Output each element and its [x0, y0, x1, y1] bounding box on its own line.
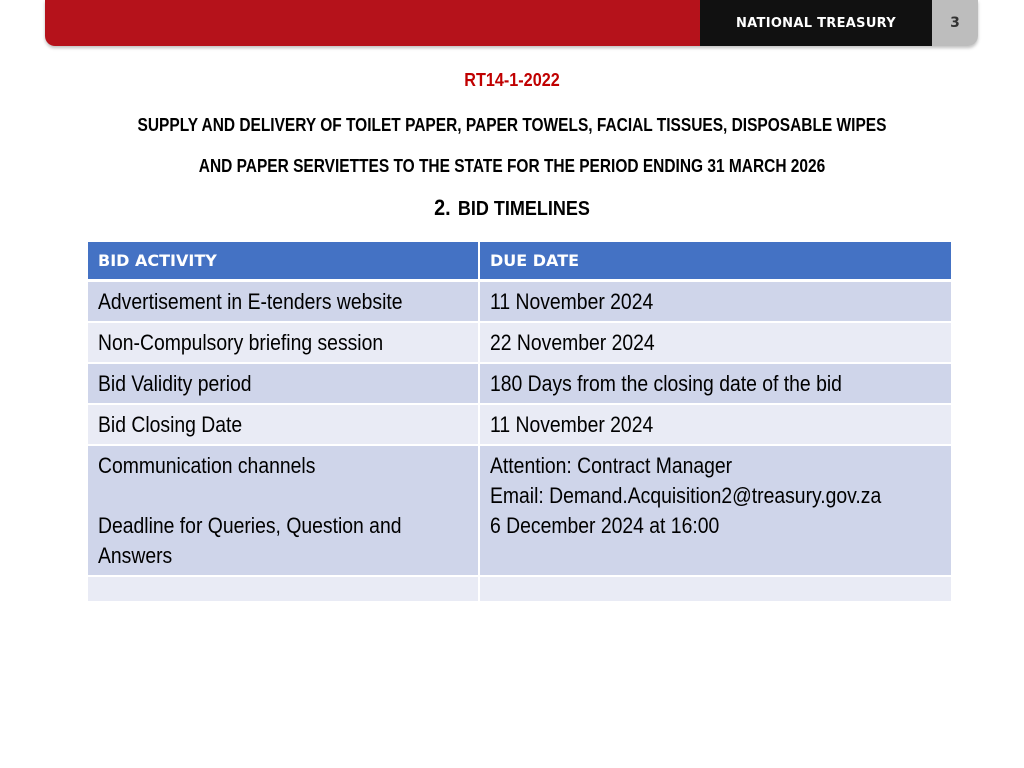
due-date-cell — [479, 445, 952, 576]
activity-cell — [88, 281, 479, 323]
empty-cell — [88, 576, 479, 602]
header-banner — [45, 0, 978, 46]
due-date-cell — [479, 322, 952, 363]
activity-text: Non-Compulsory briefing session — [98, 330, 384, 355]
activity-text: Answers — [98, 543, 173, 568]
activity-text: Advertisement in E-tenders website — [98, 289, 403, 314]
table-row — [88, 322, 952, 363]
subject-line-1: SUPPLY AND DELIVERY OF TOILET PAPER, PAPER TOWELS, FACIAL TISSUES, DISPOSABLE WIPES — [137, 115, 887, 135]
table-header-row — [88, 242, 952, 281]
empty-cell — [479, 576, 952, 602]
column-header-due-date: DUE DATE — [479, 242, 952, 281]
activity-cell — [88, 404, 479, 445]
due-date-text: 11 November 2024 — [490, 289, 654, 314]
table-row-contact — [88, 445, 952, 576]
queries-deadline: 6 December 2024 at 16:00 — [490, 513, 720, 538]
section-number: 2. — [434, 195, 451, 220]
table-row — [88, 363, 952, 404]
tender-reference: RT14-1-2022 — [464, 70, 560, 90]
due-date-text: 22 November 2024 — [490, 330, 655, 355]
due-date-cell — [479, 404, 952, 445]
due-date-text: 180 Days from the closing date of the bid — [490, 371, 842, 396]
due-date-text: 11 November 2024 — [490, 412, 654, 437]
activity-text: Deadline for Queries, Question and — [98, 513, 402, 538]
section-heading — [51, 195, 973, 221]
activity-cell — [88, 363, 479, 404]
column-header-activity: BID ACTIVITY — [88, 242, 479, 281]
section-title: BID TIMELINES — [457, 198, 590, 220]
activity-text: Bid Validity period — [98, 371, 252, 396]
activity-text: Communication channels — [98, 453, 316, 478]
subject-line-2: AND PAPER SERVIETTES TO THE STATE FOR THE PERIOD ENDING 31 MARCH 2026 — [198, 156, 826, 176]
activity-cell — [88, 322, 479, 363]
header-red-band — [45, 0, 700, 46]
due-date-cell — [479, 363, 952, 404]
organization-name: NATIONAL TREASURY — [700, 0, 932, 46]
spacer — [98, 481, 468, 511]
contact-email: Email: Demand.Acquisition2@treasury.gov.za — [490, 483, 882, 508]
table-row — [88, 281, 952, 323]
activity-cell — [88, 445, 479, 576]
due-date-cell — [479, 281, 952, 323]
table-row — [88, 404, 952, 445]
contact-attention: Attention: Contract Manager — [490, 453, 733, 478]
table-row-empty — [88, 576, 952, 602]
page-number: 3 — [932, 0, 978, 46]
bid-timelines-table — [88, 242, 953, 603]
activity-text: Bid Closing Date — [98, 412, 243, 437]
